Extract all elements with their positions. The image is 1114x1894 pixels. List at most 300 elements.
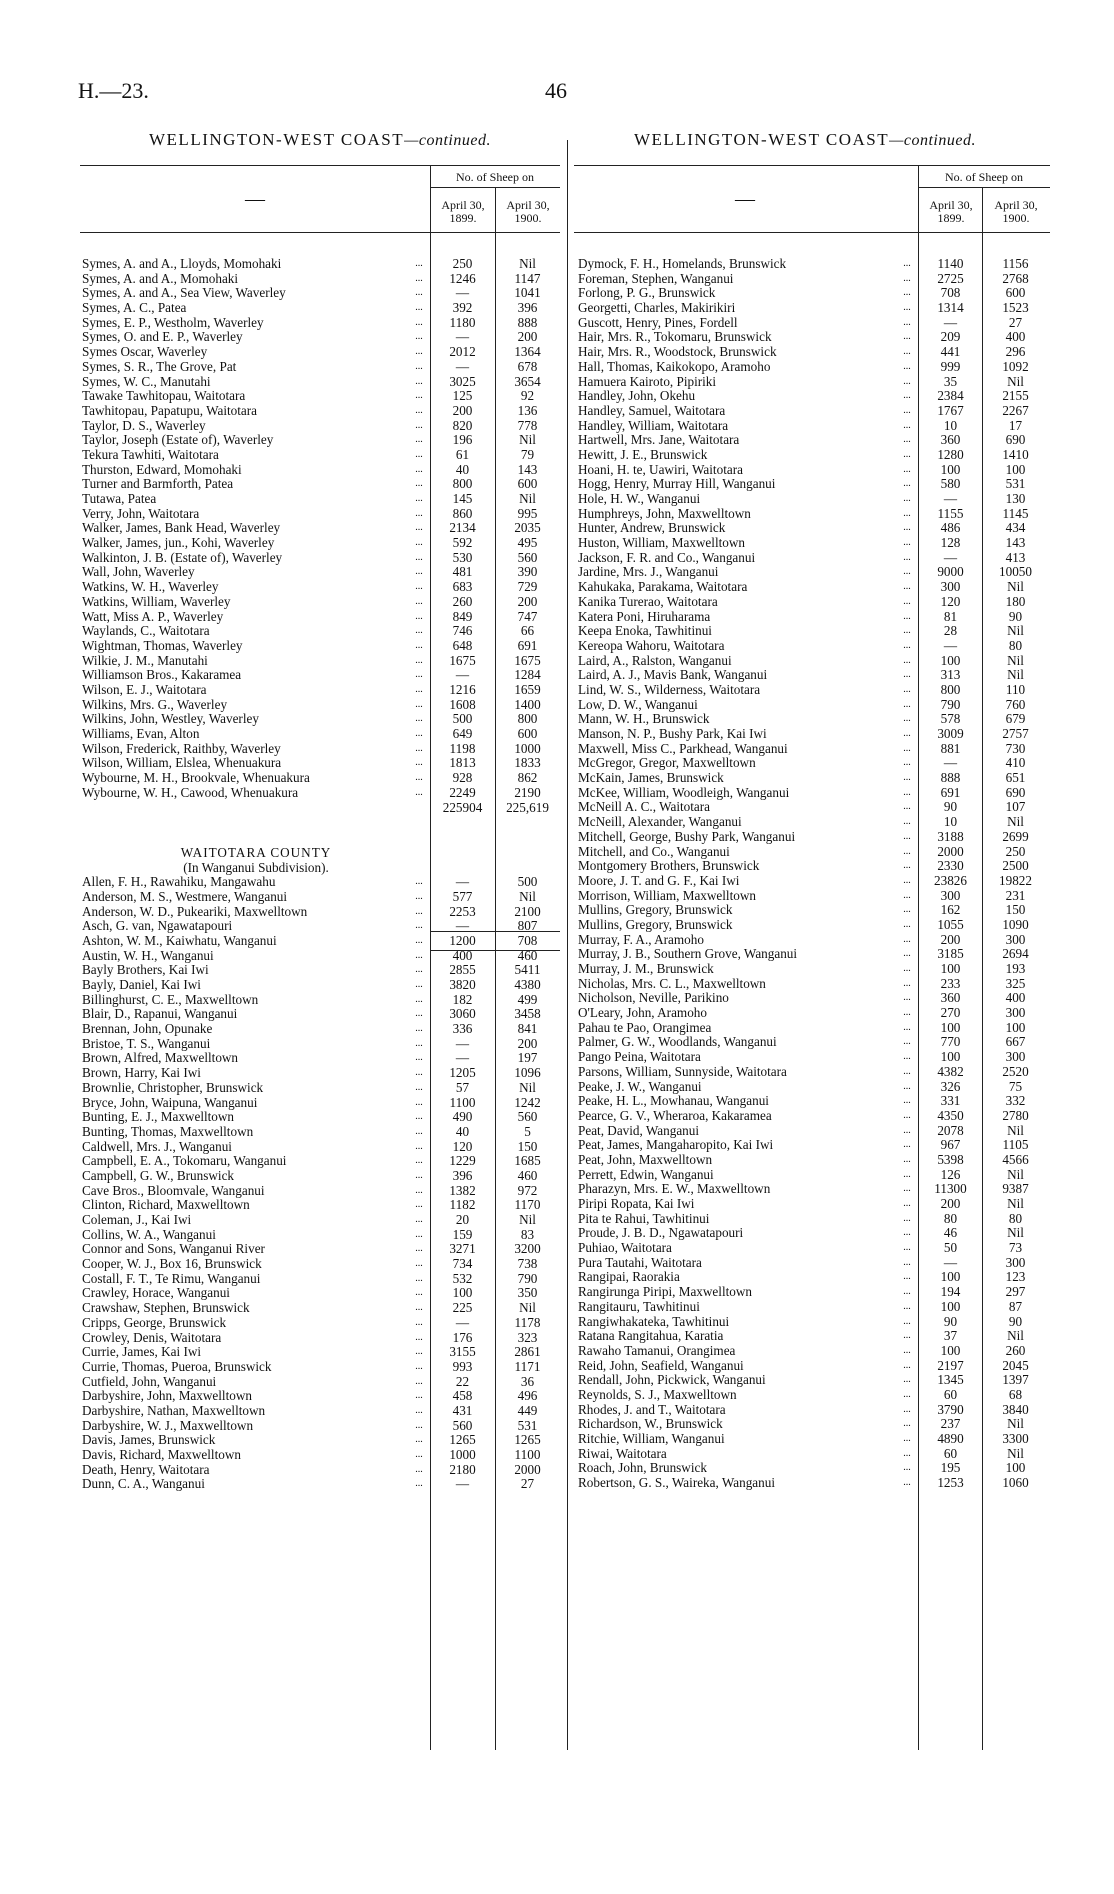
owner-name: Cooper, W. J., Box 16, Brunswick [82, 1257, 262, 1272]
owner-name: Austin, W. H., Wanganui [82, 948, 214, 963]
leader-dots: ... [903, 566, 911, 578]
sheep-1899: 10 [943, 417, 958, 433]
sheep-1900: 560 [517, 549, 538, 565]
table-row [578, 1432, 1050, 1447]
sheep-1900: 100 [1005, 1460, 1026, 1476]
sheep-1899: 490 [452, 1109, 473, 1125]
owner-name: Pura Tautahi, Waitotara [578, 1255, 702, 1270]
leader-dots: ... [903, 963, 911, 974]
sheep-1900: 150 [1005, 902, 1026, 918]
sheep-1900: 27 [520, 1476, 535, 1492]
leader-dots: ... [903, 1418, 911, 1430]
sheep-1899: 1253 [937, 1475, 964, 1491]
table-row [578, 830, 1050, 845]
leader-dots: ... [903, 1065, 911, 1077]
table-row [82, 1477, 560, 1492]
sheep-1899: — [455, 1476, 470, 1492]
sheep-1899: 331 [940, 1093, 961, 1109]
leader-dots: ... [903, 1300, 911, 1312]
leader-dots: ... [903, 713, 911, 725]
owner-name: Cave Bros., Bloomvale, Wanganui [82, 1183, 265, 1198]
table-row [578, 301, 1050, 316]
leader-dots: ... [415, 1375, 423, 1387]
sheep-1900: 738 [517, 1256, 538, 1272]
owner-name: Tawake Tawhitopau, Waitotara [82, 389, 246, 404]
sheep-1900: Nil [1007, 1196, 1024, 1211]
sheep-1899: — [943, 637, 958, 653]
table-row [578, 1094, 1050, 1109]
sheep-1900: 600 [517, 726, 538, 741]
owner-name: Currie, Thomas, Pueroa, Brunswick [82, 1359, 272, 1374]
leader-dots: ... [903, 1095, 911, 1107]
table-row [578, 742, 1050, 757]
leader-dots: ... [903, 478, 911, 490]
sheep-1900: 107 [1005, 799, 1026, 815]
owner-name: Crawshaw, Stephen, Brunswick [82, 1301, 250, 1316]
table-row [82, 595, 560, 610]
sheep-1900: 27 [1008, 314, 1023, 330]
sheep-1900: 760 [1005, 696, 1026, 712]
sheep-1900: 1265 [514, 1432, 541, 1448]
table-row [82, 890, 560, 905]
table-row [578, 683, 1050, 698]
table-row [578, 1315, 1050, 1330]
table-row [578, 1403, 1050, 1418]
table-row [578, 477, 1050, 492]
sheep-1899: 270 [940, 1005, 961, 1021]
leader-dots: ... [415, 993, 423, 1005]
sheep-1899: 500 [452, 711, 473, 727]
sheep-1899: 120 [940, 593, 961, 609]
leader-dots: ... [903, 595, 911, 607]
table-row [82, 419, 560, 434]
table-row [82, 1375, 560, 1390]
owner-name: Hamuera Kairoto, Pipiriki [578, 374, 717, 389]
leader-dots: ... [415, 595, 423, 607]
sheep-1899: 2078 [937, 1122, 964, 1138]
table-row [578, 698, 1050, 713]
sheep-1899: 100 [940, 652, 961, 668]
leader-dots: ... [903, 845, 911, 857]
sheep-1899: 1314 [937, 300, 964, 316]
sheep-1899: 9000 [937, 564, 964, 580]
owner-name: Allen, F. H., Rawahiku, Mangawahu [82, 875, 276, 890]
leader-dots: ... [415, 1434, 423, 1446]
sheep-1900: 17 [1008, 417, 1023, 433]
leader-dots: ... [903, 698, 911, 710]
sheep-1899: 1198 [449, 740, 476, 756]
sheep-1900: 1675 [514, 652, 541, 668]
leader-dots: ... [903, 830, 911, 842]
sheep-1899: 1055 [937, 916, 964, 932]
sheep-1900: 730 [1005, 740, 1026, 756]
sheep-1899: 28 [943, 623, 958, 639]
sheep-1900: Nil [1007, 1122, 1024, 1138]
sheep-1900: 1171 [514, 1358, 541, 1374]
leader-dots: ... [415, 287, 423, 299]
owner-name: Taylor, D. S., Waverley [82, 418, 206, 433]
owner-name: Robertson, G. S., Waireka, Wanganui [578, 1476, 775, 1491]
leader-dots: ... [415, 890, 423, 902]
owner-name: Clinton, Richard, Maxwelltown [82, 1198, 250, 1213]
sheep-1900: 496 [517, 1388, 538, 1404]
table-row [82, 1228, 560, 1243]
sheep-1899: 2855 [449, 962, 476, 978]
sheep-1900: 460 [517, 947, 538, 963]
table-row [578, 815, 1050, 830]
leader-dots: ... [415, 551, 423, 563]
sheep-1899: 1180 [449, 314, 476, 330]
owner-name: Keepa Enoka, Tawhitinui [578, 624, 712, 639]
spacer [82, 816, 560, 831]
owner-name: Hair, Mrs. R., Tokomaru, Brunswick [578, 330, 772, 345]
leader-dots: ... [903, 801, 911, 813]
owner-name: Wightman, Thomas, Waverley [82, 638, 243, 653]
owner-name: McNeill A. C., Waitotara [578, 800, 711, 815]
leader-dots: ... [415, 610, 423, 622]
owner-name: Mullins, Gregory, Brunswick [578, 903, 733, 918]
table-row [82, 536, 560, 551]
table-row [82, 756, 560, 771]
sheep-1899: 396 [452, 1167, 473, 1183]
left-column-title [90, 130, 550, 150]
sheep-1900: 778 [517, 417, 538, 433]
sheep-1900: 110 [1005, 681, 1026, 697]
owner-name: Peake, H. L., Mowhanau, Wanganui [578, 1094, 769, 1109]
sheep-1900: 350 [517, 1285, 538, 1301]
table-row [578, 404, 1050, 419]
sheep-1900: 679 [1005, 711, 1026, 727]
sheep-1900: 3458 [514, 1006, 541, 1022]
owner-name: Darbyshire, Nathan, Maxwelltown [82, 1403, 266, 1418]
table-row [578, 521, 1050, 536]
right-table-body [578, 257, 1050, 1491]
table-row [82, 683, 560, 698]
table-row [578, 1344, 1050, 1359]
leader-dots: ... [903, 258, 911, 269]
sheep-1900: 2768 [1002, 270, 1029, 286]
right-header-top-rule [574, 165, 1050, 166]
sheep-1899: 35 [943, 373, 958, 389]
table-row [578, 1461, 1050, 1476]
table-row [82, 993, 560, 1008]
sheep-1899: 2134 [449, 520, 476, 536]
sheep-1899: — [455, 918, 470, 934]
sheep-1900: 2520 [1002, 1063, 1029, 1079]
leader-dots: ... [903, 933, 911, 945]
sheep-1899: — [943, 314, 958, 330]
owner-name: Anderson, W. D., Pukeariki, Maxwelltown [82, 904, 308, 919]
sheep-1899: 40 [455, 461, 470, 477]
sheep-1899: 3271 [449, 1241, 476, 1257]
sheep-1899: 100 [452, 1285, 473, 1301]
sheep-1900: 2757 [1002, 726, 1029, 741]
table-row [578, 507, 1050, 522]
table-row [82, 507, 560, 522]
sheep-1899: 196 [452, 432, 473, 448]
owner-name: Waylands, C., Waitotara [82, 624, 210, 639]
sheep-1899: 860 [452, 505, 473, 521]
owner-name: Death, Henry, Waitotara [82, 1462, 210, 1477]
sheep-1899: 2180 [449, 1461, 476, 1477]
table-row [578, 492, 1050, 507]
sheep-1900: 200 [517, 593, 538, 609]
sheep-1900: 2699 [1002, 828, 1029, 844]
owner-name: Reynolds, S. J., Maxwelltown [578, 1387, 737, 1402]
table-row [82, 771, 560, 786]
owner-name: Verry, John, Waitotara [82, 506, 200, 521]
leader-dots: ... [903, 1344, 911, 1356]
sheep-1899: 2725 [937, 270, 964, 286]
sheep-1899: — [455, 1050, 470, 1066]
sheep-1899: 182 [452, 991, 473, 1007]
sheep-1899: 441 [940, 344, 961, 360]
table-row [82, 286, 560, 301]
table-row [82, 463, 560, 478]
leader-dots: ... [903, 1374, 911, 1386]
table-row [82, 1184, 560, 1199]
sheep-1900: 1659 [514, 681, 541, 697]
leader-dots: ... [903, 1036, 911, 1048]
owner-name: Kanika Turerao, Waitotara [578, 594, 718, 609]
sheep-1899: 691 [940, 784, 961, 800]
table-row [82, 389, 560, 404]
leader-dots: ... [415, 1184, 423, 1196]
sheep-1899: 11300 [934, 1181, 967, 1197]
sheep-1900: 400 [1005, 329, 1026, 345]
leader-dots: ... [415, 1023, 423, 1035]
page-number: 46 [545, 78, 567, 103]
table-row [82, 1301, 560, 1316]
sheep-1899: 10 [943, 814, 958, 830]
leader-dots: ... [903, 977, 911, 989]
owner-name: Pahau te Pao, Orangimea [578, 1020, 712, 1035]
leader-dots: ... [903, 772, 911, 784]
leader-dots: ... [903, 1388, 911, 1400]
sheep-1900: 300 [1005, 1049, 1026, 1065]
leader-dots: ... [903, 1315, 911, 1327]
owner-name: Richardson, W., Brunswick [578, 1417, 723, 1432]
left-header-1900: April 30, 1900. [506, 198, 550, 225]
sheep-1899: 1813 [449, 755, 476, 771]
sheep-1900: 1178 [514, 1314, 541, 1330]
leader-dots: ... [415, 448, 423, 460]
table-row [578, 419, 1050, 434]
leader-dots: ... [903, 1021, 911, 1033]
sheep-1899: 2384 [937, 388, 964, 404]
sheep-1899: 2012 [449, 344, 476, 360]
sheep-1900: 68 [1008, 1386, 1023, 1402]
sheep-1900: 4566 [1002, 1151, 1029, 1167]
sheep-1900: 36 [520, 1373, 535, 1389]
table-row [578, 1447, 1050, 1462]
leader-dots: ... [903, 1462, 911, 1474]
sheep-1900: Nil [519, 491, 536, 506]
leader-dots: ... [415, 1169, 423, 1181]
center-divider [567, 140, 568, 1750]
leader-dots: ... [415, 1316, 423, 1328]
sheep-1900: 83 [520, 1226, 535, 1242]
owner-name: Bayly Brothers, Kai Iwi [82, 963, 209, 978]
sheep-1899: 881 [940, 740, 961, 756]
owner-name: Murray, J. B., Southern Grove, Wanganui [578, 947, 798, 962]
leader-dots: ... [903, 639, 911, 651]
right-column-title [570, 130, 1040, 150]
table-row [82, 1448, 560, 1463]
sheep-1899: 993 [452, 1358, 473, 1374]
table-row [82, 639, 560, 654]
owner-name: Davis, James, Brunswick [82, 1433, 216, 1448]
leader-dots: ... [903, 948, 911, 960]
sheep-1899: 648 [452, 637, 473, 653]
leader-dots: ... [415, 581, 423, 593]
owner-name: Hartwell, Mrs. Jane, Waitotara [578, 433, 740, 448]
leader-dots: ... [415, 1214, 423, 1225]
owner-name: Dunn, C. A., Wanganui [82, 1477, 205, 1492]
leader-dots: ... [903, 302, 911, 314]
sheep-1900: Nil [1007, 1225, 1024, 1241]
table-row [82, 1316, 560, 1331]
leader-dots: ... [903, 1433, 911, 1444]
owner-name: Ratana Rangitahua, Karatia [578, 1329, 724, 1344]
sheep-1900: 92 [520, 388, 535, 404]
sheep-1900: 460 [517, 1167, 538, 1183]
owner-name: Caldwell, Mrs. J., Wanganui [82, 1139, 232, 1154]
owner-name: Peake, J. W., Wanganui [578, 1079, 702, 1094]
table-row [578, 360, 1050, 375]
owner-name: Rangiwhakateka, Tawhitinui [578, 1314, 730, 1329]
table-row [578, 286, 1050, 301]
owner-name: Cripps, George, Brunswick [82, 1315, 227, 1330]
sheep-1899: 4890 [937, 1431, 964, 1446]
sheep-1899: 800 [452, 476, 473, 492]
table-row [578, 889, 1050, 904]
table-row [578, 610, 1050, 625]
table-row [578, 580, 1050, 595]
table-row [82, 1198, 560, 1213]
table-row [82, 1125, 560, 1140]
table-row [82, 1286, 560, 1301]
owner-name: Ashton, W. M., Kaiwhatu, Wanganui [82, 933, 277, 948]
table-row [82, 272, 560, 287]
sheep-1899: 580 [940, 476, 961, 492]
table-row [82, 551, 560, 566]
sheep-1899: 145 [452, 491, 473, 506]
sheep-1899: 1205 [449, 1065, 476, 1081]
owner-name: Brennan, John, Opunake [82, 1022, 213, 1037]
leader-dots: ... [903, 1359, 911, 1371]
sheep-1899: — [455, 285, 470, 301]
leader-dots: ... [903, 669, 911, 681]
owner-name: Crawley, Horace, Wanganui [82, 1286, 230, 1301]
sheep-1900: 1833 [514, 755, 541, 771]
sheep-1900: 90 [1008, 608, 1023, 624]
leader-dots: ... [903, 331, 911, 343]
leader-dots: ... [415, 1243, 423, 1255]
owner-name: Mann, W. H., Brunswick [578, 712, 710, 727]
table-row [578, 1417, 1050, 1432]
sheep-1900: 1242 [514, 1094, 541, 1110]
sheep-1900: 143 [1005, 535, 1026, 551]
sheep-1900: 1100 [514, 1447, 541, 1462]
table-row [82, 1169, 560, 1184]
sheep-1899: 50 [943, 1240, 958, 1256]
owner-name: Crowley, Denis, Waitotara [82, 1330, 222, 1345]
owner-name: Reid, John, Seafield, Wanganui [578, 1358, 744, 1373]
sheep-1899: 1345 [937, 1372, 964, 1388]
table-row [82, 492, 560, 507]
sheep-1900: Nil [1007, 579, 1024, 595]
owner-name: McNeill, Alexander, Wanganui [578, 815, 742, 830]
table-row [578, 756, 1050, 771]
table-row [578, 375, 1050, 390]
owner-name: Jackson, F. R. and Co., Wanganui [578, 550, 756, 565]
sheep-1899: 928 [452, 770, 473, 786]
sheep-1899: 81 [943, 608, 958, 624]
leader-dots: ... [415, 920, 423, 932]
owner-name: Symes, A. C., Patea [82, 301, 187, 316]
leader-dots: ... [903, 1256, 911, 1268]
table-row [578, 1168, 1050, 1183]
sheep-1899: 2253 [449, 903, 476, 919]
owner-name: Connor and Sons, Wanganui River [82, 1242, 265, 1257]
sheep-1899: 1216 [449, 681, 476, 697]
right-header-bottom-rule [574, 232, 1050, 233]
table-row [82, 919, 560, 934]
table-row [578, 565, 1050, 580]
leader-dots: ... [903, 581, 911, 593]
sheep-1900: Nil [1007, 1328, 1024, 1344]
leader-dots: ... [415, 949, 423, 961]
leader-dots: ... [415, 1463, 423, 1475]
owner-name: Laird, A., Ralston, Wanganui [578, 653, 732, 668]
sheep-1899: 200 [940, 1196, 961, 1211]
table-row [82, 1345, 560, 1360]
sheep-1900: 90 [1008, 1313, 1023, 1329]
sheep-1900: Nil [1007, 652, 1024, 668]
owner-name: Cutfield, John, Wanganui [82, 1374, 217, 1389]
sheep-1900: 2100 [514, 903, 541, 919]
owner-name: Taylor, Joseph (Estate of), Waverley [82, 433, 274, 448]
owner-name: Bunting, E. J., Maxwelltown [82, 1110, 235, 1125]
sheep-1900: 1000 [514, 740, 541, 756]
owner-name: Thurston, Edward, Momohaki [82, 462, 242, 477]
owner-name: Humphreys, John, Maxwelltown [578, 506, 751, 521]
owner-name: Hewitt, J. E., Brunswick [578, 447, 708, 462]
table-row [82, 963, 560, 978]
table-row [82, 1051, 560, 1066]
right-title-suffix: —continued. [889, 132, 976, 149]
sheep-1900: 1096 [514, 1065, 541, 1081]
sheep-1899: — [943, 755, 958, 771]
table-row [578, 668, 1050, 683]
leader-dots: ... [903, 1271, 911, 1283]
sheep-1899: 532 [452, 1270, 473, 1286]
table-row [82, 727, 560, 742]
table-row [578, 1124, 1050, 1139]
sheep-1900: Nil [1007, 373, 1024, 389]
sheep-1899: 849 [452, 608, 473, 624]
sheep-1899: — [455, 329, 470, 345]
sheep-1899: 1182 [449, 1197, 476, 1213]
table-row [578, 345, 1050, 360]
table-row [82, 610, 560, 625]
sheep-1900: 250 [1005, 843, 1026, 859]
table-row [578, 1270, 1050, 1285]
leader-dots: ... [415, 1008, 423, 1020]
leader-dots: ... [415, 375, 423, 387]
owner-name: Lind, W. S., Wilderness, Waitotara [578, 682, 761, 697]
